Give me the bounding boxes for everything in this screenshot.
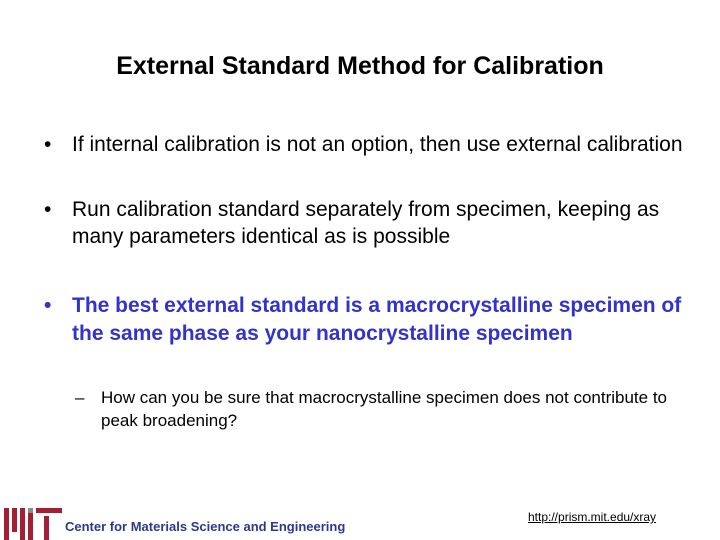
bullet-text: If internal calibration is not an option, then use external calibration bbox=[72, 133, 683, 156]
bullet-text: Run calibration standard separately from specimen, keeping as many parameters identical as is possible bbox=[72, 198, 660, 248]
slide-title: External Standard Method for Calibration bbox=[116, 52, 604, 80]
bullet-text: The best external standard is a macrocrystalline specimen of the same phase as your nanocrystalline specimen bbox=[72, 294, 682, 345]
website-link[interactable]: http://prism.mit.edu/xray bbox=[528, 510, 657, 524]
sub-bullet-text: How can you be sure that macrocrystalline specimen does not contribute to peak broadening? bbox=[101, 388, 668, 430]
bullet-item bbox=[44, 131, 692, 158]
sub-bullet-item bbox=[75, 386, 701, 432]
bullet-marker: • bbox=[44, 133, 52, 156]
sub-bullet-marker: – bbox=[75, 388, 85, 407]
bullet-marker: • bbox=[44, 294, 52, 317]
bullet-marker: • bbox=[44, 198, 52, 221]
mit-logo-icon bbox=[4, 504, 62, 540]
bullet-item-highlighted bbox=[44, 292, 692, 348]
bullet-item bbox=[44, 196, 692, 250]
organization-name: Center for Materials Science and Engineering bbox=[65, 519, 346, 534]
